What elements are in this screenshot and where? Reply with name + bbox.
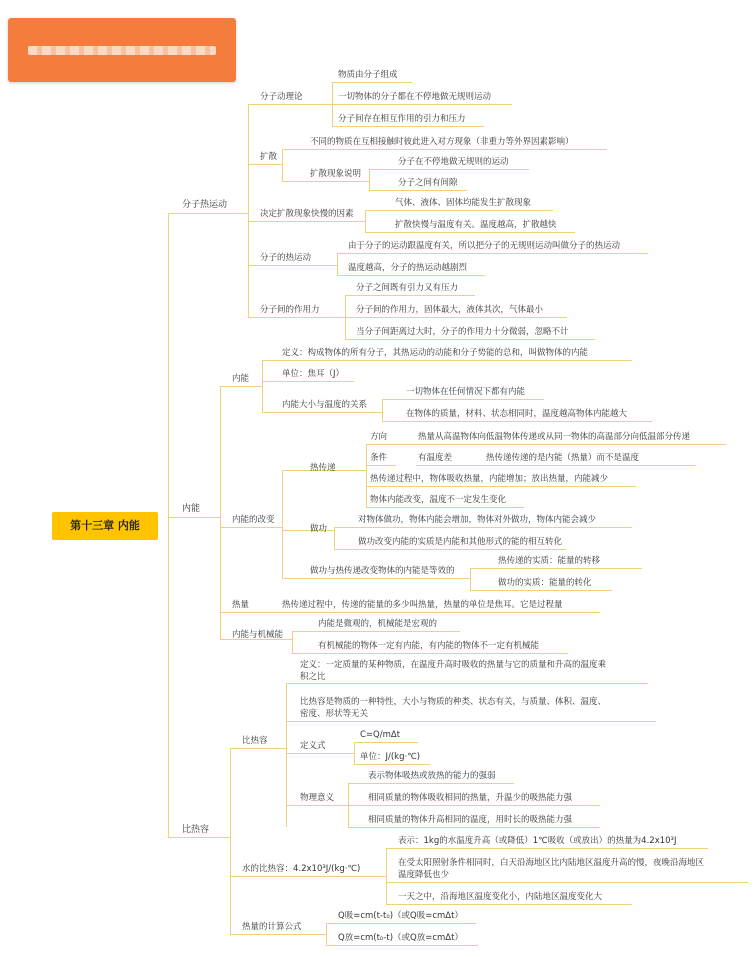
leaf: 分子间的作用力，固体最大，液体其次，气体最小: [356, 305, 544, 315]
leaf: 气体、液体、固体均能发生扩散现象: [395, 198, 532, 208]
leaf: 单位：J/(kg·℃): [360, 752, 421, 762]
leaf: 分子间存在相互作用的引力和压力: [338, 114, 466, 124]
leaf: 单位：焦耳（J）: [282, 369, 345, 379]
leaf: C=Q/mΔt: [360, 730, 401, 740]
leaf: 表示：1kg的水温度升高（或降低）1℃吸收（或放出）的热量为4.2x10³J: [398, 836, 677, 846]
leaf: 不同的物质在互相接触时彼此进入对方现象（非重力等外界因素影响）: [310, 137, 574, 147]
leaf: 对物体做功，物体内能会增加，物体对外做功，物体内能会减少: [358, 515, 597, 525]
leaf: 热传递的实质：能量的转移: [498, 556, 601, 566]
leaf: 在受太阳照射条件相同时，白天沿海地区比内陆地区温度升高的慢，夜晚沿海地区: [398, 858, 705, 868]
leaf: 做功的实质：能量的转化: [498, 578, 592, 588]
leaf: 温度降低也少: [398, 870, 450, 880]
leaf: 热量从高温物体向低温物体传递或从同一物体的高温部分向低温部分传递: [418, 432, 691, 442]
leaf: 有机械能的物体一定有内能，有内能的物体不一定有机械能: [318, 641, 540, 651]
node-work: 做功: [310, 524, 328, 534]
leaf: 有温度差: [418, 453, 453, 463]
leaf: 热传递传递的是内能（热量）而不是温度: [486, 453, 640, 463]
node-intermolecular-force: 分子间的作用力: [260, 305, 320, 315]
node-diffusion-explain: 扩散现象说明: [310, 169, 362, 179]
title-banner: [8, 18, 236, 82]
leaf: 比热容是物质的一种特性，大小与物质的种类、状态有关，与质量、体积、温度、: [300, 697, 607, 707]
leaf: 一切物体的分子都在不停地做无规则运动: [338, 92, 492, 102]
node-energy-temp-relation: 内能大小与温度的关系: [282, 400, 368, 410]
leaf: 温度越高，分子的热运动越剧烈: [348, 263, 468, 273]
node-energy-vs-mechanical: 内能与机械能: [232, 630, 284, 640]
leaf: 扩散快慢与温度有关。温度越高，扩散越快: [395, 220, 557, 230]
leaf: 当分子间距离过大时，分子的作用力十分微弱，忽略不计: [356, 327, 569, 337]
node-heat-formula: 热量的计算公式: [242, 922, 302, 932]
leaf: 条件: [370, 453, 388, 463]
node-specific-heat-def: 比热容: [242, 736, 268, 746]
node-energy-change: 内能的改变: [232, 515, 275, 525]
leaf: 物质由分子组成: [338, 70, 398, 80]
node-diffusion-factors: 决定扩散现象快慢的因素: [260, 209, 354, 219]
node-water-specific-heat: 水的比热容：4.2x10³J/(kg·℃): [242, 864, 361, 874]
leaf: 积之比: [300, 672, 326, 682]
leaf: 由于分子的运动跟温度有关，所以把分子的无规则运动叫做分子的热运动: [348, 241, 621, 251]
leaf: 方向: [370, 432, 388, 442]
node-internal-energy: 内能: [182, 504, 201, 514]
leaf: 相同质量的物体吸收相同的热量，升温少的吸热能力强: [368, 793, 573, 803]
leaf: 热传递过程中，传递的能量的多少叫热量，热量的单位是焦耳。它是过程量: [282, 600, 563, 610]
node-heat-transfer: 热传递: [310, 463, 336, 473]
node-specific-heat: 比热容: [182, 825, 210, 835]
node-molecular-motion: 分子热运动: [182, 200, 228, 210]
leaf: 一切物体在任何情况下都有内能: [406, 387, 526, 397]
leaf: 密度、形状等无关: [300, 709, 369, 719]
leaf: 内能是微观的，机械能是宏观的: [318, 619, 438, 629]
node-formula: 定义式: [300, 741, 326, 751]
leaf: 物体内能改变，温度不一定发生变化: [370, 495, 507, 505]
node-equivalence: 做功与热传递改变物体的内能是等效的: [310, 566, 455, 576]
leaf: 分子之间有间隙: [398, 178, 458, 188]
leaf: 定义：构成物体的所有分子，其热运动的动能和分子势能的总和，叫做物体的内能: [282, 348, 589, 358]
leaf: 表示物体吸热或放热的能力的强弱: [368, 771, 496, 781]
leaf: Q吸=cm(t-t₀)（或Q吸=cmΔt）: [338, 911, 463, 921]
root-node: 第十三章 内能: [52, 512, 158, 540]
leaf: 定义：一定质量的某种物质，在温度升高时吸收的热量与它的质量和升高的温度乘: [300, 660, 607, 670]
leaf: 分子在不停地做无规则的运动: [398, 157, 509, 167]
leaf: 热传递过程中，物体吸收热量，内能增加；放出热量，内能减少: [370, 474, 609, 484]
node-kinetic-theory: 分子动理论: [260, 92, 303, 102]
node-physical-meaning: 物理意义: [300, 793, 335, 803]
node-internal-energy-def: 内能: [232, 374, 250, 384]
leaf: 一天之中，沿海地区温度变化小，内陆地区温度变化大: [398, 892, 603, 902]
leaf: 在物体的质量，材料、状态相同时，温度越高物体内能越大: [406, 409, 628, 419]
node-thermal-motion: 分子的热运动: [260, 253, 312, 263]
node-diffusion: 扩散: [260, 152, 278, 162]
node-heat: 热量: [232, 600, 250, 610]
leaf: Q放=cm(t₀-t)（或Q放=cmΔt）: [338, 933, 463, 943]
leaf: 做功改变内能的实质是内能和其他形式的能的相互转化: [358, 537, 563, 547]
blurred-title: [28, 46, 216, 55]
leaf: 相同质量的物体升高相同的温度，用时长的吸热能力强: [368, 815, 573, 825]
leaf: 分子之间既有引力又有压力: [356, 283, 459, 293]
